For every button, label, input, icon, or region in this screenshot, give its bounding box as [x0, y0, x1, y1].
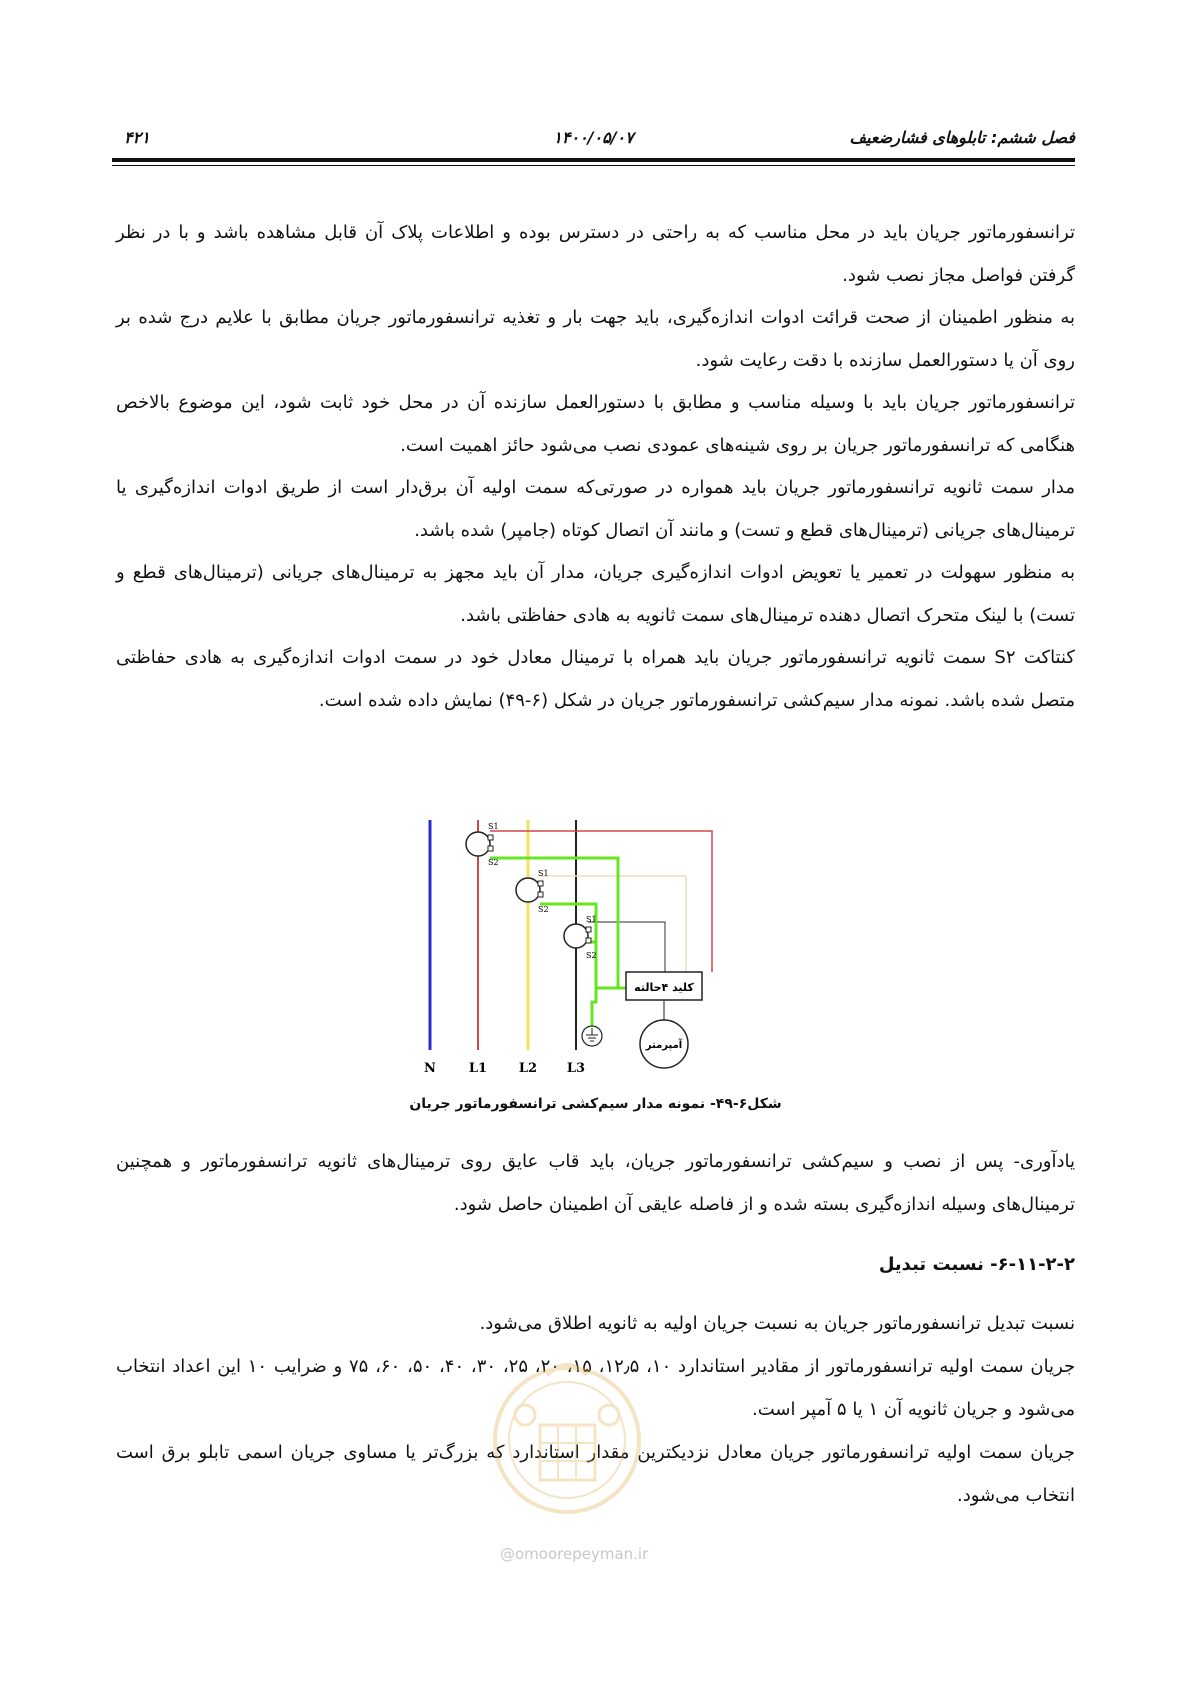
- paragraph: نسبت تبدیل ترانسفورماتور جریان به نسبت جریان اولیه به ثانویه اطلاق می‌شود.: [479, 1313, 1075, 1334]
- paragraph: به منظور اطمینان از صحت قرائت ادوات اندازه‌گیری، باید جهت بار و تغذیه ترانسفورماتور جریان مطابق با علایم درج شده بر روی آن یا دستورالعمل سازنده با دقت رعایت شود.: [116, 307, 1075, 371]
- page-header: [112, 124, 1075, 152]
- header-rule-thin: [112, 165, 1075, 166]
- paragraph: به منظور سهولت در تعمیر یا تعویض ادوات اندازه‌گیری جریان، مدار آن باید مجهز به ترمینال‌های جریانی (ترمینال‌های قطع و تست) با لینک متحرک اتصال دهنده ترمینال‌های سمت ثانویه به هادی حفاظتی باشد.: [116, 562, 1075, 626]
- chapter-title: فصل ششم: تابلوهای فشارضعیف: [849, 128, 1075, 147]
- ct-terminal-label: S1: [488, 822, 499, 831]
- ct-1: [466, 832, 490, 856]
- watermark-text: @omoorepeyman.ir: [500, 1545, 649, 1563]
- paragraph: مدار سمت ثانویه ترانسفورماتور جریان باید همواره در صورتی‌که سمت اولیه آن برق‌دار است از طریق ادوات اندازه‌گیری یا ترمینال‌های جریانی (ترمینال‌های قطع و تست) و مانند آن اتصال کوتاه (جامپر) شده باشد.: [116, 477, 1075, 541]
- s1-wire-3: [588, 922, 665, 972]
- s1-wire-2: [540, 876, 686, 972]
- paragraph: کنتاکت S۲ سمت ثانویه ترانسفورماتور جریان باید همراه با ترمینال معادل خود در سمت ادوات اندازه‌گیری به هادی حفاظتی متصل شده باشد. نمونه مدار سیم‌کشی ترانسفورماتور جریان در شکل (۶-۴۹) نمایش داده شده است.: [116, 647, 1075, 711]
- header-rule-thick: [112, 158, 1075, 162]
- figure-caption: شکل۶-۴۹- نمونه مدار سیم‌کشی ترانسفورماتور جریان: [409, 1096, 782, 1112]
- page-number: ۴۲۱: [124, 128, 150, 147]
- paragraph: ترانسفورماتور جریان باید در محل مناسب که به راحتی در دسترس بوده و اطلاعات پلاک آن قابل مشاهده باشد و با در نظر گرفتن فواصل مجاز نصب شود.: [116, 222, 1075, 286]
- s2-ground-wire: [592, 988, 596, 1026]
- note-text: [116, 1140, 1075, 1226]
- line-label-l3: L3: [566, 1061, 586, 1076]
- paragraph: ترانسفورماتور جریان باید با وسیله مناسب و مطابق با دستورالعمل سازنده آن در محل خود ثابت شود، این موضوع بالاخص هنگامی که ترانسفورماتور جریان بر روی شینه‌های عمودی نصب می‌شود حائز اهمیت است.: [116, 392, 1075, 456]
- ct-3: [564, 924, 588, 948]
- paragraph: جریان سمت اولیه ترانسفورماتور جریان معادل نزدیکترین مقدار استاندارد که بزرگ‌تر یا مساوی جریان اسمی تابلو برق است انتخاب می‌شود.: [116, 1442, 1075, 1506]
- ct-terminal-label: S2: [538, 905, 549, 914]
- s2-ground-wire: [490, 858, 618, 988]
- ct-terminal-label: S2: [488, 858, 499, 867]
- ct-2: [516, 878, 540, 902]
- line-label-l2: L2: [518, 1061, 538, 1076]
- paragraph: یادآوری- پس از نصب و سیم‌کشی ترانسفورماتور جریان، باید قاب عایق روی ترمینال‌های ثانویه ترانسفورماتور و همچنین ترمینال‌های وسیله اندازه‌گیری بسته شده و از فاصله عایقی آن اطمینان حاصل شود.: [116, 1151, 1075, 1215]
- paragraph: جریان سمت اولیه ترانسفورماتور از مقادیر استاندارد ۱۰، ۱۲٫۵، ۱۵، ۲۰، ۲۵، ۳۰، ۴۰، ۵۰، ۶۰، ۷۵ و ضرایب ۱۰ این اعداد انتخاب می‌شود و جریان ثانویه آن ۱ یا ۵ آمپر است.: [116, 1356, 1076, 1420]
- ct-wiring-diagram: [400, 820, 780, 1080]
- line-label-n: N: [424, 1061, 436, 1076]
- header-date: ۱۴۰۰/۰۵/۰۷: [553, 128, 634, 147]
- watermark-logo: [485, 1345, 650, 1525]
- switch-label: کلید ۴حالته: [634, 981, 694, 994]
- ct-terminal-label: S2: [586, 951, 597, 960]
- section-heading: ۶-۱۱-۲-۲- نسبت تبدیل: [878, 1254, 1075, 1275]
- line-label-l1: L1: [468, 1061, 488, 1076]
- ct-terminal-label: S1: [538, 869, 549, 878]
- body-text: [116, 212, 1075, 722]
- ammeter-label: آمپرمتر: [645, 1040, 683, 1051]
- ct-terminal-label: S1: [586, 915, 597, 924]
